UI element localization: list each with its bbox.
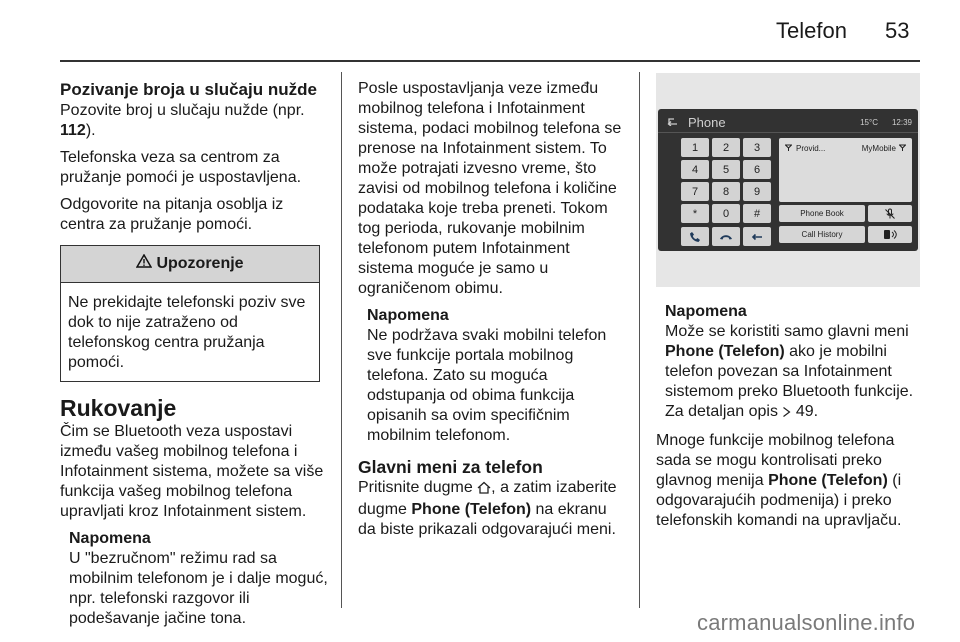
key-2[interactable]: 2: [712, 138, 740, 157]
note-title: Napomena: [69, 530, 151, 547]
note-text-b: ako je mobilni telefon povezan sa Infotainment sistemom preko Bluetooth funkcije. Za detaljan opis: [665, 343, 914, 420]
operation-note: [60, 529, 330, 629]
key-5[interactable]: 5: [712, 160, 740, 179]
key-9[interactable]: 9: [743, 182, 771, 201]
note-body: [665, 322, 922, 424]
hang-up-icon[interactable]: [712, 227, 740, 246]
provider-left: [785, 144, 825, 153]
infotainment-display: [658, 109, 918, 251]
operation-paragraph: Čim se Bluetooth veza uspostavi između vašeg mobilnog telefona i Infotainment sistema, možete sa više funkcija vašeg mobilnog telefona upravljati kroz Infotainment sistem.: [60, 423, 324, 520]
menu-text-2: , a zatim izaberite dugme: [358, 479, 617, 518]
mute-microphone-icon[interactable]: [868, 205, 912, 222]
main-menu-note: [656, 302, 922, 424]
emergency-paragraph-3: Odgovorite na pitanja osoblja iz centra za pružanje pomoći.: [60, 196, 284, 233]
display-title: Phone: [688, 114, 726, 130]
phone-menu-paragraph: [358, 478, 628, 540]
display-divider: [658, 132, 918, 133]
support-note: [358, 306, 628, 446]
key-0[interactable]: 0: [712, 204, 740, 223]
warning-body: Ne prekidajte telefonski poziv sve dok to nije zatraženo od telefonskog centra pružanja pomoći.: [68, 294, 306, 371]
paragraph-bold-label: Phone (Telefon): [768, 472, 888, 489]
call-history-button[interactable]: Call History: [779, 226, 865, 243]
provider-panel: [779, 138, 912, 202]
key-8[interactable]: 8: [712, 182, 740, 201]
warning-box: [60, 245, 320, 382]
phone-button-label: Phone (Telefon): [411, 501, 532, 518]
key-hash[interactable]: #: [743, 204, 771, 223]
warning-triangle-icon: [136, 254, 152, 274]
transfer-paragraph: Posle uspostavljanja veze između mobilnog telefona i Infotainment sistema, podaci mobilnog telefona se prenose na Infotainment sistem. To može potrajati izvesno vreme, što zavisi od mobilnog telefona i količine podataka koje treba preneti. Tokom tog perioda, rukovanje mobilnim telefonom putem Infotainment sistema moguće je samo u ograničenom obimu.: [358, 80, 622, 297]
temperature-readout: 15°C: [860, 117, 878, 127]
note-bold-label: Phone (Telefon): [665, 343, 785, 360]
key-1[interactable]: 1: [681, 138, 709, 157]
call-controls: [681, 227, 773, 246]
page-reference[interactable]: 49: [795, 403, 814, 420]
signal-icon: [785, 144, 792, 153]
key-4[interactable]: 4: [681, 160, 709, 179]
note-body: Ne podržava svaki mobilni telefon sve funkcije portala mobilnog telefona. Zato su moguća odstupanja od obima funkcija opisanih sa ovim specifičnim mobilnim telefonom.: [367, 327, 607, 444]
emergency-call-heading: Pozivanje broja u slučaju nužde: [60, 80, 317, 99]
header-rule: [60, 60, 920, 62]
phone-book-button[interactable]: Phone Book: [779, 205, 865, 222]
keypad: [681, 138, 773, 226]
note-text-a: Može se koristiti samo glavni meni: [665, 323, 909, 340]
signal-icon-right: [899, 144, 906, 153]
column-divider-1: [341, 72, 342, 608]
key-star[interactable]: *: [681, 204, 709, 223]
column-1: [60, 79, 330, 629]
warning-title: Upozorenje: [156, 255, 244, 272]
handset-privacy-icon[interactable]: [868, 226, 912, 243]
provider-right: [862, 144, 906, 153]
home-icon: [477, 480, 491, 500]
page-number: 53: [885, 18, 910, 43]
watermark: carmanualsonline.info: [697, 610, 916, 635]
emergency-paragraph-1: [60, 101, 330, 141]
column-divider-2: [639, 72, 640, 608]
main-menu-paragraph: [656, 431, 922, 531]
note-body: U "bezručnom" režimu rad sa mobilnim telefonom je i dalje moguć, npr. telefonski razgovor ili podešavanje jačine tona.: [69, 550, 328, 627]
period: .: [813, 403, 819, 420]
emergency-number: 112: [60, 122, 86, 139]
key-7[interactable]: 7: [681, 182, 709, 201]
note-title: Napomena: [367, 307, 449, 324]
phone-main-menu-heading: Glavni meni za telefon: [358, 457, 543, 477]
emergency-paragraph-2: Telefonska veza sa centrom za pružanje pomoći je uspostavljena.: [60, 149, 302, 186]
operation-heading: Rukovanje: [60, 395, 177, 421]
page-reference-icon: [782, 404, 791, 424]
note-title: Napomena: [665, 303, 747, 320]
back-icon[interactable]: [666, 115, 680, 129]
display-status-bar: [666, 114, 912, 130]
menu-text-3: na ekranu da biste prikazali odgovarajući meni.: [358, 501, 616, 538]
backspace-icon[interactable]: [743, 227, 771, 246]
time-readout: 12:39: [891, 117, 912, 127]
menu-text: Pritisnite dugme: [358, 479, 473, 496]
emergency-text: Pozovite broj u slučaju nužde (npr.: [60, 102, 305, 119]
paragraph-text-b: (i odgovarajućih podmenija) i preko telefonskih komandi na upravljaču.: [656, 472, 902, 529]
key-6[interactable]: 6: [743, 160, 771, 179]
emergency-text-end: ).: [85, 122, 96, 139]
page-header-title: Telefon: [776, 18, 847, 43]
call-icon[interactable]: [681, 227, 709, 246]
provider-name: Provid...: [796, 144, 826, 153]
column-2: [358, 79, 628, 547]
warning-header: [61, 246, 319, 283]
phone-screen-illustration: [656, 73, 920, 287]
column-3: [656, 302, 922, 538]
key-3[interactable]: 3: [743, 138, 771, 157]
paragraph-text-a: Mnoge funkcije mobilnog telefona sada se mogu kontrolisati preko glavnog menija: [656, 432, 895, 489]
mobile-name: MyMobile: [861, 144, 896, 153]
